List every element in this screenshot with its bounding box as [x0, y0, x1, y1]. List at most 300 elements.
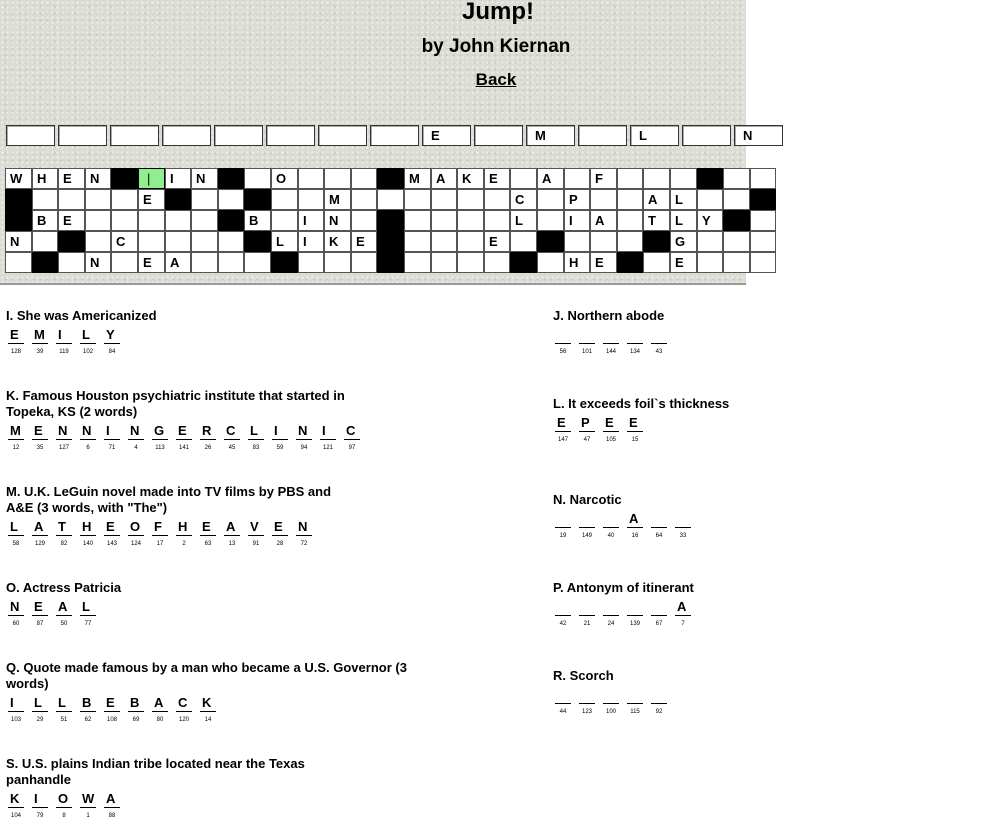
author-cell[interactable] [526, 125, 575, 146]
grid-cell[interactable] [723, 189, 750, 210]
grid-cell[interactable] [590, 189, 617, 210]
grid-cell[interactable] [218, 189, 244, 210]
grid-cell[interactable] [165, 231, 191, 252]
answer-slot[interactable] [320, 423, 336, 451]
grid-cell[interactable] [244, 252, 271, 273]
answer-underline [152, 711, 168, 712]
cell-letter: E [356, 234, 365, 249]
grid-cell[interactable] [58, 168, 85, 189]
grid-cell[interactable] [564, 189, 590, 210]
answer-slot[interactable] [32, 599, 48, 627]
cell-letter: E [431, 128, 440, 143]
answer-slot[interactable] [296, 423, 312, 451]
answer-slot[interactable] [579, 511, 595, 539]
author-cell[interactable] [6, 125, 55, 146]
answer-number: 149 [581, 533, 592, 539]
cell-letter: A [170, 255, 180, 270]
answer-slot[interactable] [579, 327, 595, 355]
answer-slot[interactable] [176, 695, 192, 723]
answer-slot[interactable] [104, 519, 120, 547]
grid-cell[interactable] [617, 231, 643, 252]
answer-slot[interactable] [272, 519, 288, 547]
answer-slot[interactable] [8, 695, 24, 723]
answer-slot[interactable] [296, 519, 312, 547]
answer-slots [6, 695, 222, 731]
answer-slot[interactable] [675, 511, 691, 539]
grid-cell[interactable] [138, 210, 165, 231]
answer-slot[interactable] [32, 519, 48, 547]
answer-letter: E [106, 695, 115, 710]
answer-number: 63 [204, 541, 212, 547]
answer-slot[interactable] [603, 599, 619, 627]
answer-slot[interactable] [32, 327, 48, 355]
answer-slot[interactable] [176, 423, 192, 451]
grid-cell[interactable] [590, 168, 617, 189]
answer-slot[interactable] [80, 519, 96, 547]
cell-letter: E [143, 192, 152, 207]
grid-cell[interactable] [85, 189, 111, 210]
answer-slot[interactable] [104, 791, 120, 819]
grid-cell[interactable] [670, 168, 697, 189]
grid-cell[interactable] [111, 231, 138, 252]
author-cell[interactable] [162, 125, 211, 146]
answer-letter: B [130, 695, 140, 710]
answer-slot[interactable] [104, 695, 120, 723]
grid-cell[interactable] [271, 189, 298, 210]
answer-slot[interactable] [128, 695, 144, 723]
answer-underline [579, 343, 595, 344]
answer-slot[interactable] [80, 327, 96, 355]
grid-cell[interactable] [404, 168, 431, 189]
grid-cell[interactable] [484, 252, 510, 273]
answer-letter: N [298, 423, 308, 438]
cell-letter: H [37, 171, 47, 186]
grid-cell[interactable] [643, 168, 670, 189]
answer-number: 84 [108, 349, 116, 355]
grid-cell[interactable] [750, 231, 776, 252]
grid-cell[interactable] [351, 231, 377, 252]
clue-item [553, 492, 743, 547]
answer-slot[interactable] [627, 511, 643, 539]
grid-cell[interactable] [590, 252, 617, 273]
answer-slot[interactable] [56, 695, 72, 723]
answer-slot[interactable] [651, 511, 667, 539]
answer-slot[interactable] [603, 415, 619, 443]
grid-cell[interactable] [537, 252, 564, 273]
clue-text: I. She was Americanized [6, 308, 157, 323]
grid-cell[interactable] [324, 231, 351, 252]
grid-cell[interactable] [643, 252, 670, 273]
grid-cell[interactable] [191, 189, 218, 210]
answer-slot[interactable] [8, 599, 24, 627]
answer-underline [8, 615, 24, 616]
answer-slot[interactable] [248, 519, 264, 547]
answer-number: 40 [607, 533, 615, 539]
grid-cell[interactable] [617, 168, 643, 189]
answer-slot[interactable] [8, 791, 24, 819]
answer-underline [176, 535, 192, 536]
clue-item [6, 388, 356, 459]
answer-number: 14 [204, 717, 212, 723]
grid-cell[interactable] [457, 168, 484, 189]
answer-slot[interactable] [200, 519, 216, 547]
author-cell[interactable] [58, 125, 107, 146]
grid-cell[interactable] [484, 189, 510, 210]
grid-cell[interactable] [298, 189, 324, 210]
grid-cell[interactable] [617, 189, 643, 210]
answer-slot[interactable] [579, 687, 595, 715]
grid-cell[interactable] [457, 210, 484, 231]
grid-cell[interactable] [351, 189, 377, 210]
cell-letter: C [515, 192, 525, 207]
grid-cell[interactable] [750, 252, 776, 273]
answer-letter: N [58, 423, 68, 438]
answer-slot[interactable] [627, 599, 643, 627]
answer-underline [603, 431, 619, 432]
grid-cell[interactable] [484, 231, 510, 252]
answer-slot[interactable] [224, 519, 240, 547]
answer-slot[interactable] [128, 519, 144, 547]
grid-cell[interactable] [191, 168, 218, 189]
grid-cell[interactable] [404, 210, 431, 231]
grid-cell[interactable] [191, 210, 218, 231]
answer-letter [555, 511, 571, 527]
back-link[interactable]: Back [475, 70, 517, 89]
grid-cell[interactable] [670, 210, 697, 231]
answer-number: 4 [134, 445, 138, 451]
answer-number: 47 [583, 437, 591, 443]
grid-cell[interactable] [723, 231, 750, 252]
answer-underline [80, 615, 96, 616]
answer-slot[interactable] [555, 511, 571, 539]
answer-slot[interactable] [176, 519, 192, 547]
answer-number: 71 [108, 445, 116, 451]
answer-slot[interactable] [200, 695, 216, 723]
answer-slot[interactable] [200, 423, 216, 451]
grid-cell[interactable] [431, 168, 457, 189]
answer-letter: I [34, 791, 38, 806]
grid-cell[interactable] [85, 252, 111, 273]
answer-number: 92 [655, 709, 663, 715]
answer-slot[interactable] [56, 327, 72, 355]
grid-cell[interactable] [457, 189, 484, 210]
grid-cell[interactable] [271, 231, 298, 252]
answer-underline [80, 535, 96, 536]
answer-slot[interactable] [104, 327, 120, 355]
answer-underline [627, 615, 643, 616]
grid-cell[interactable] [484, 210, 510, 231]
answer-slot[interactable] [555, 327, 571, 355]
grid-block [32, 252, 58, 273]
grid-cell[interactable] [85, 231, 111, 252]
answer-slot[interactable] [651, 687, 667, 715]
grid-cell[interactable] [324, 189, 351, 210]
answer-slot[interactable] [627, 687, 643, 715]
answer-letter: F [154, 519, 162, 534]
answer-underline [80, 711, 96, 712]
author-cell[interactable] [422, 125, 471, 146]
answer-underline [603, 527, 619, 528]
grid-cell[interactable] [191, 252, 218, 273]
clue-text: P. Antonym of itinerant [553, 580, 694, 595]
answer-letter: E [629, 415, 638, 430]
answer-underline [104, 535, 120, 536]
grid-cell[interactable] [271, 210, 298, 231]
answer-slots [553, 415, 649, 451]
answer-underline [603, 703, 619, 704]
grid-cell[interactable] [138, 189, 165, 210]
answer-slot[interactable] [152, 423, 168, 451]
answer-underline [248, 535, 264, 536]
answer-number: 115 [630, 709, 640, 715]
answer-slot[interactable] [104, 423, 120, 451]
grid-cell[interactable] [564, 168, 590, 189]
grid-cell[interactable] [138, 252, 165, 273]
grid-cell[interactable] [750, 168, 776, 189]
grid-cell[interactable] [723, 168, 750, 189]
grid-cell[interactable] [351, 210, 377, 231]
author-cell[interactable] [682, 125, 731, 146]
grid-cell[interactable] [670, 252, 697, 273]
cell-letter: K [462, 171, 472, 186]
answer-letter: C [346, 423, 356, 438]
cell-letter: E [63, 213, 72, 228]
grid-cell[interactable] [750, 210, 776, 231]
answer-underline [56, 535, 72, 536]
answer-slot[interactable] [152, 695, 168, 723]
answer-slot[interactable] [248, 423, 264, 451]
answer-number: 69 [132, 717, 140, 723]
answer-letter: O [58, 791, 69, 806]
answer-number: 104 [10, 813, 21, 819]
grid-cell[interactable] [32, 210, 58, 231]
grid-cell[interactable] [670, 231, 697, 252]
answer-number: 8 [62, 813, 66, 819]
answer-slot[interactable] [603, 511, 619, 539]
grid-cell[interactable] [5, 231, 32, 252]
answer-slot[interactable] [627, 327, 643, 355]
grid-cell[interactable] [111, 252, 138, 273]
answer-slot[interactable] [80, 791, 96, 819]
answer-slot[interactable] [272, 423, 288, 451]
grid-cell[interactable] [32, 231, 58, 252]
grid-cell[interactable] [404, 189, 431, 210]
grid-cell[interactable] [271, 168, 298, 189]
answer-underline [32, 535, 48, 536]
cell-letter: L [675, 213, 683, 228]
grid-cell[interactable] [564, 231, 590, 252]
answer-slot[interactable] [603, 687, 619, 715]
answer-slot[interactable] [56, 599, 72, 627]
answer-underline [176, 711, 192, 712]
answer-slot[interactable] [8, 327, 24, 355]
grid-cell[interactable] [165, 168, 191, 189]
grid-cell[interactable] [298, 252, 324, 273]
author-cell[interactable] [370, 125, 419, 146]
author-cell[interactable] [578, 125, 627, 146]
author-cell[interactable] [110, 125, 159, 146]
grid-cell[interactable] [697, 210, 723, 231]
answer-slot[interactable] [80, 599, 96, 627]
grid-cell[interactable] [138, 231, 165, 252]
answer-slot[interactable] [579, 599, 595, 627]
answer-slots [6, 423, 366, 459]
grid-cell[interactable] [58, 189, 85, 210]
answer-slot[interactable] [80, 695, 96, 723]
answer-slot[interactable] [56, 791, 72, 819]
grid-cell[interactable] [590, 210, 617, 231]
answer-underline [603, 343, 619, 344]
grid-cell[interactable] [218, 252, 244, 273]
grid-cell[interactable] [564, 252, 590, 273]
grid-cell[interactable] [244, 210, 271, 231]
grid-cell[interactable] [377, 189, 404, 210]
grid-cell[interactable] [643, 189, 670, 210]
grid-cell[interactable] [457, 252, 484, 273]
grid-cell[interactable] [111, 189, 138, 210]
answer-letter [651, 599, 667, 615]
answer-letter: H [178, 519, 188, 534]
grid-cell[interactable] [404, 252, 431, 273]
grid-cell[interactable] [537, 189, 564, 210]
answer-slot[interactable] [32, 423, 48, 451]
answer-slot[interactable] [56, 519, 72, 547]
grid-cell[interactable] [5, 252, 32, 273]
grid-cell[interactable] [244, 168, 271, 189]
answer-slot[interactable] [603, 327, 619, 355]
answer-slot[interactable] [8, 423, 24, 451]
cell-letter: L [639, 128, 647, 143]
answer-number: 97 [348, 445, 356, 451]
author-cell[interactable] [630, 125, 679, 146]
grid-cell[interactable] [537, 210, 564, 231]
grid-cell[interactable] [431, 210, 457, 231]
grid-cell[interactable] [457, 231, 484, 252]
grid-cell[interactable] [697, 231, 723, 252]
answer-slot[interactable] [555, 599, 571, 627]
grid-cell[interactable] [165, 252, 191, 273]
cell-letter: M [409, 171, 420, 186]
grid-cell[interactable] [218, 231, 244, 252]
answer-slot[interactable] [344, 423, 360, 451]
answer-slot[interactable] [128, 423, 144, 451]
answer-slot[interactable] [32, 695, 48, 723]
answer-slot[interactable] [152, 519, 168, 547]
author-cell[interactable] [474, 125, 523, 146]
answer-slot[interactable] [651, 327, 667, 355]
grid-cell[interactable] [165, 210, 191, 231]
grid-cell[interactable] [324, 210, 351, 231]
grid-cell[interactable] [85, 168, 111, 189]
answer-underline [296, 535, 312, 536]
answer-underline [104, 343, 120, 344]
answer-number: 128 [10, 349, 21, 355]
answer-underline [80, 343, 96, 344]
grid-cell[interactable] [617, 210, 643, 231]
answer-slot[interactable] [56, 423, 72, 451]
answer-underline [128, 711, 144, 712]
cell-letter: I [303, 213, 307, 228]
answer-slot[interactable] [224, 423, 240, 451]
header-panel [0, 0, 753, 285]
grid-cell[interactable] [111, 210, 138, 231]
answer-number: 127 [58, 445, 69, 451]
answer-letter: M [10, 423, 21, 438]
grid-cell[interactable] [5, 168, 32, 189]
answer-slot[interactable] [627, 415, 643, 443]
answer-slot[interactable] [651, 599, 667, 627]
author-cell[interactable] [266, 125, 315, 146]
grid-cell[interactable] [697, 252, 723, 273]
grid-cell[interactable] [58, 252, 85, 273]
answer-number: 83 [252, 445, 260, 451]
answer-letter: A [34, 519, 44, 534]
grid-cell[interactable] [351, 168, 377, 189]
cell-letter: E [595, 255, 604, 270]
grid-cell[interactable] [564, 210, 590, 231]
grid-cell[interactable] [32, 189, 58, 210]
grid-cell[interactable] [324, 252, 351, 273]
grid-cell[interactable] [431, 252, 457, 273]
grid-cell[interactable] [670, 189, 697, 210]
author-cell[interactable] [214, 125, 263, 146]
grid-cell[interactable] [431, 189, 457, 210]
grid-cell[interactable] [324, 168, 351, 189]
grid-cell[interactable] [32, 168, 58, 189]
grid-cell[interactable] [643, 210, 670, 231]
grid-cell[interactable] [85, 210, 111, 231]
answer-number: 16 [631, 533, 639, 539]
author-cell[interactable] [734, 125, 783, 146]
answer-slot[interactable] [80, 423, 96, 451]
answer-slot[interactable] [579, 415, 595, 443]
grid-cell[interactable] [484, 168, 510, 189]
answer-underline [104, 807, 120, 808]
answer-letter: G [154, 423, 165, 438]
grid-cell[interactable] [510, 210, 537, 231]
grid-cell[interactable] [298, 168, 324, 189]
grid-cell[interactable] [697, 189, 723, 210]
cell-letter: Y [702, 213, 711, 228]
grid-cell[interactable] [537, 168, 564, 189]
author-cell[interactable] [318, 125, 367, 146]
answer-slot[interactable] [675, 599, 691, 627]
grid-cell[interactable] [510, 189, 537, 210]
grid-cell[interactable] [723, 252, 750, 273]
grid-cell[interactable] [404, 231, 431, 252]
grid-cell[interactable] [510, 168, 537, 189]
cell-letter: H [569, 255, 579, 270]
grid-cell[interactable] [351, 252, 377, 273]
answer-slot[interactable] [555, 687, 571, 715]
grid-cell[interactable] [431, 231, 457, 252]
answer-letter [555, 687, 571, 703]
answer-underline [272, 439, 288, 440]
answer-number: 101 [581, 349, 592, 355]
grid-cell[interactable] [191, 231, 218, 252]
cell-letter: M [535, 128, 546, 143]
grid-cell[interactable] [590, 231, 617, 252]
grid-cell[interactable] [58, 210, 85, 231]
grid-cell[interactable] [510, 231, 537, 252]
answer-number: 35 [36, 445, 44, 451]
answer-slot[interactable] [32, 791, 48, 819]
answer-letter: I [106, 423, 110, 438]
grid-cell[interactable] [298, 210, 324, 231]
answer-slot[interactable] [555, 415, 571, 443]
grid-cell[interactable] [298, 231, 324, 252]
answer-slot[interactable] [8, 519, 24, 547]
